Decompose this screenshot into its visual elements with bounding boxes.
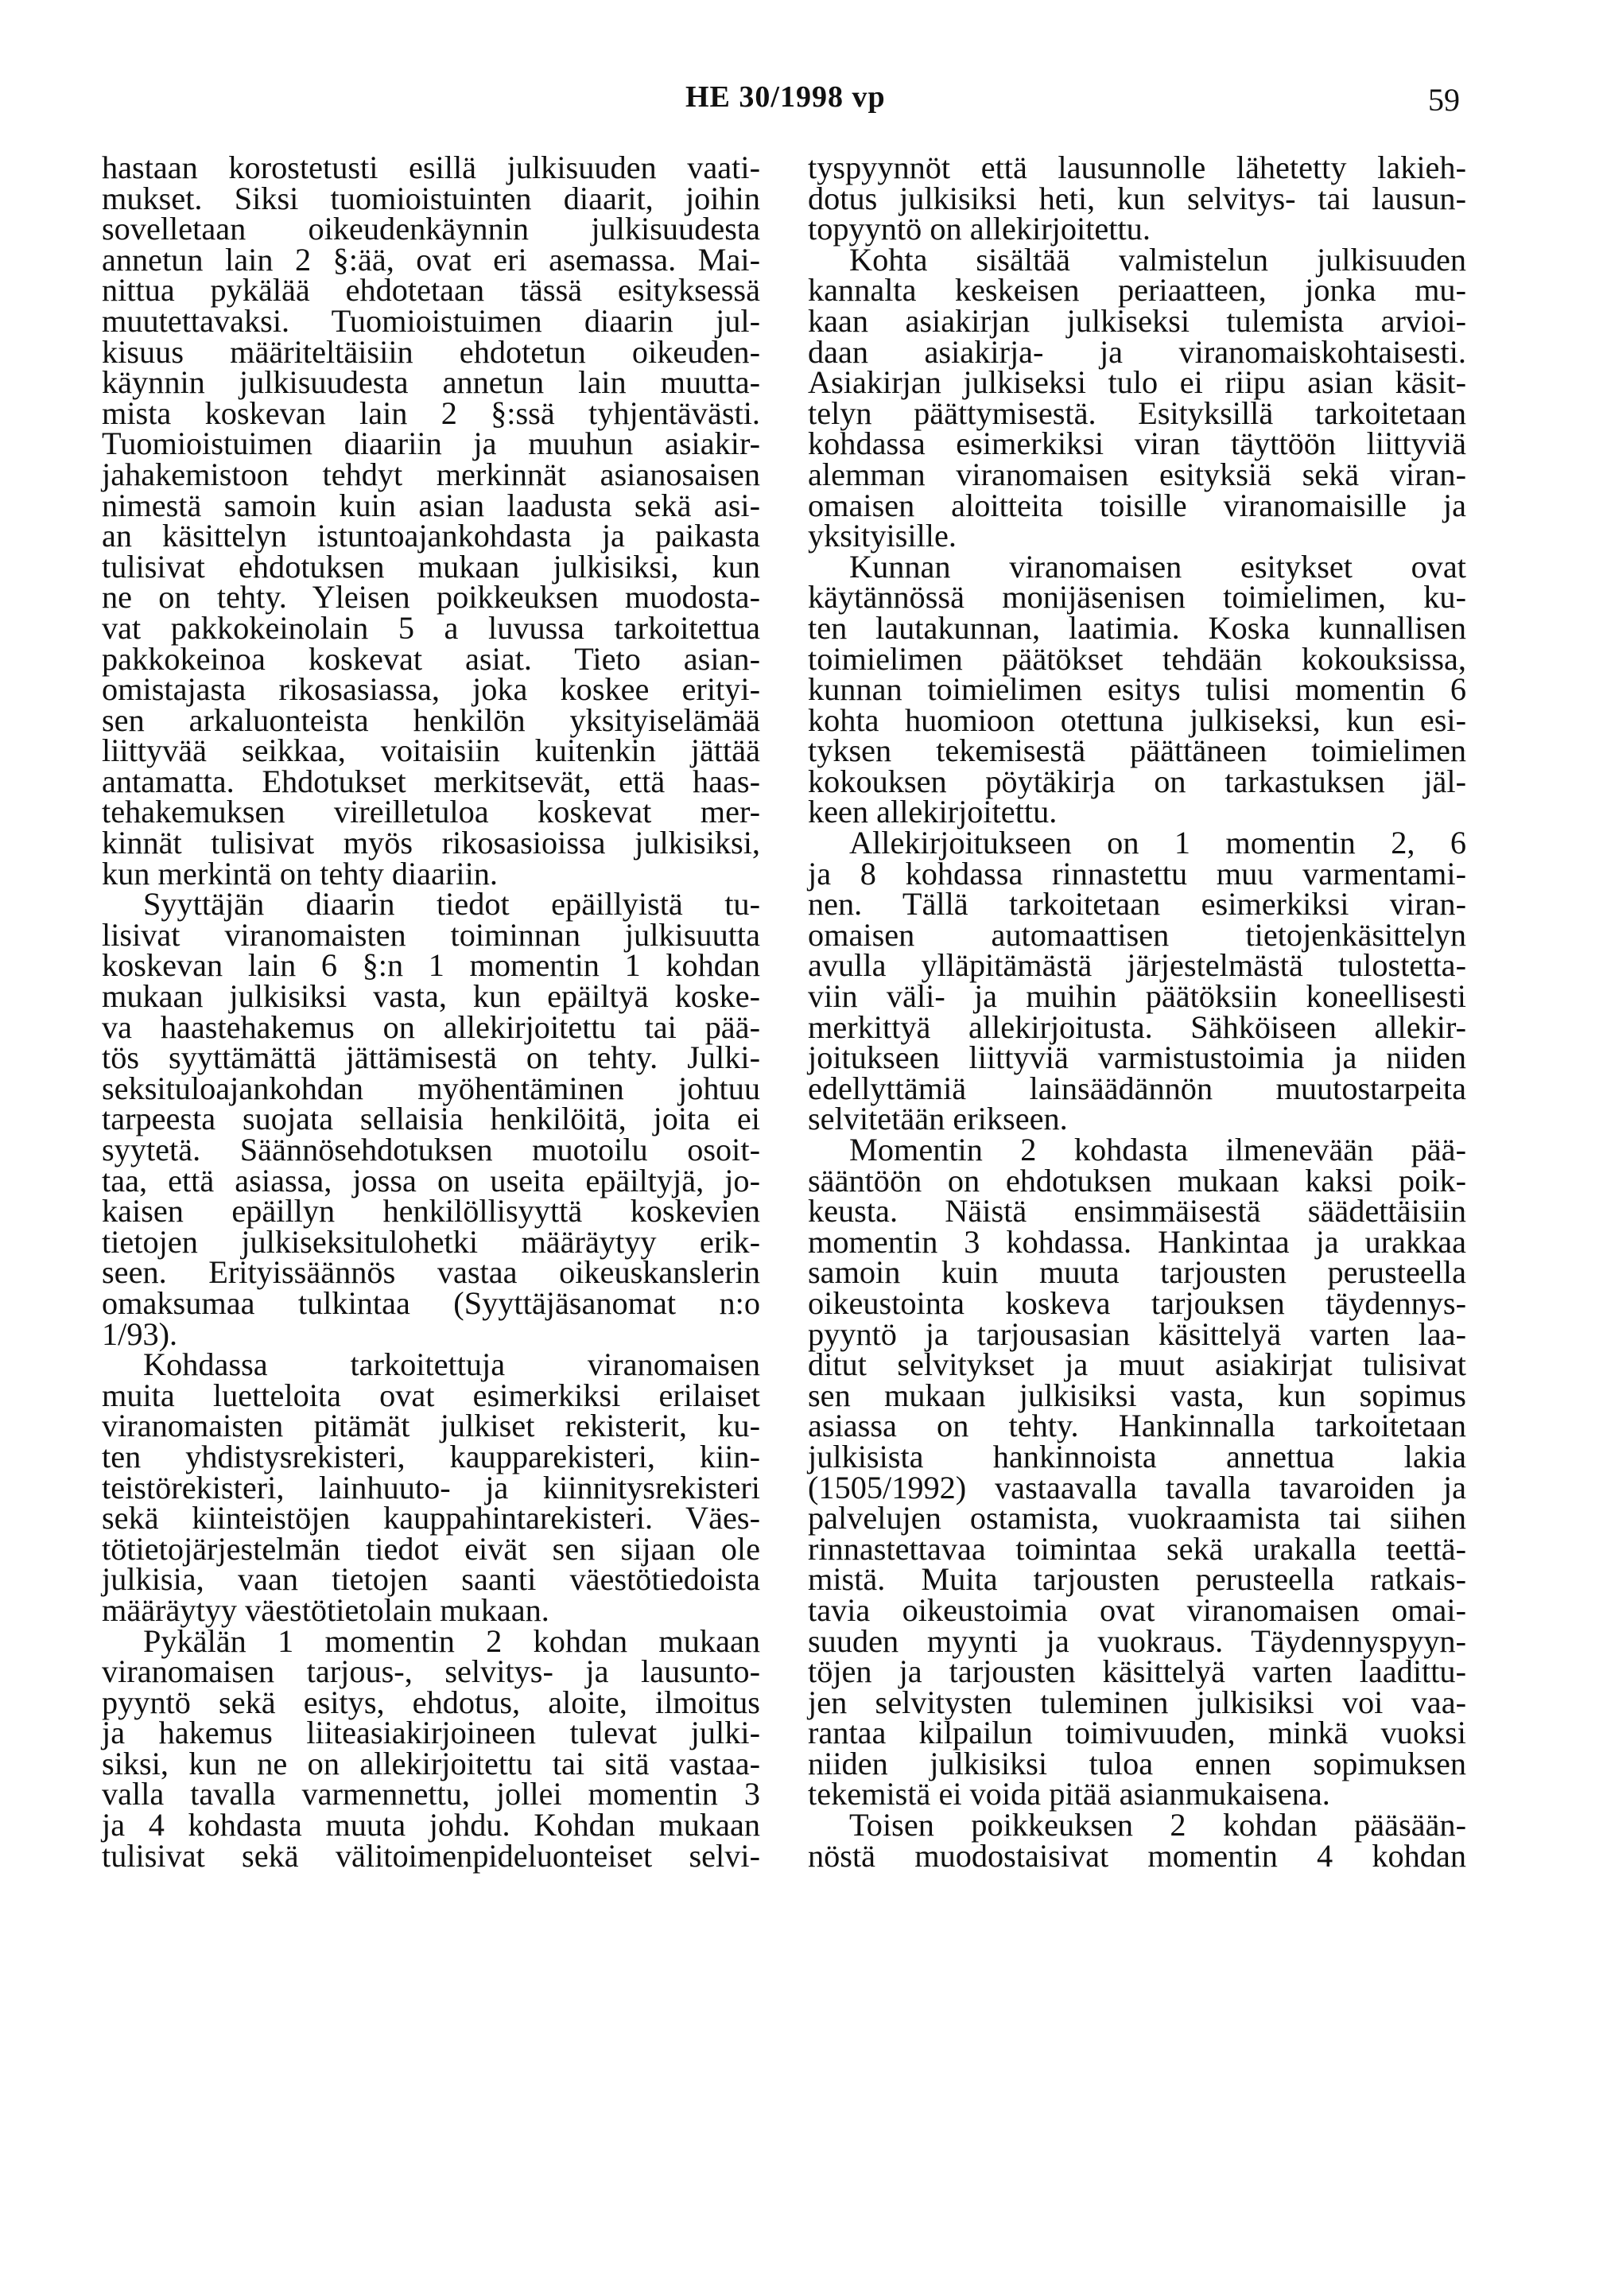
text-line: asiassa on tehty. Hankinnalla tarkoitetaan	[808, 1408, 1466, 1444]
text-line: siksi, kun ne on allekirjoitettu tai sitä vastaa-	[102, 1745, 760, 1781]
text-line: Syyttäjän diaarin tiedot epäillyistä tu-	[143, 886, 760, 923]
text-line: selvitetään erikseen.	[808, 1101, 1068, 1137]
text-line: jahakemistoon tehdyt merkinnät asianosaisen	[102, 456, 760, 492]
text-line: julkisia, vaan tietojen saanti väestötiedoista	[102, 1561, 760, 1598]
text-line: valla tavalla varmennettu, jollei momentin 3	[102, 1776, 760, 1812]
page-number: 59	[1428, 82, 1460, 118]
text-line: kannalta keskeisen periaatteen, jonka mu-	[808, 272, 1466, 309]
text-line: liittyvää seikkaa, voitaisiin kuitenkin jättää	[102, 732, 760, 769]
text-line: ne on tehty. Yleisen poikkeuksen muodosta-	[102, 579, 760, 616]
text-line: mistä. Muita tarjousten perusteella ratkais-	[808, 1561, 1466, 1598]
text-line: käytännössä monijäsenisen toimielimen, ku-	[808, 579, 1466, 616]
text-line: viranomaisten pitämät julkiset rekisterit, ku-	[102, 1408, 760, 1444]
text-line: nimestä samoin kuin asian laadusta sekä asi-	[102, 487, 760, 523]
text-line: julkisista hankinnoista annettua lakia	[808, 1438, 1466, 1474]
text-line: ja 4 kohdasta muuta johdu. Kohdan mukaan	[102, 1807, 760, 1843]
text-line: yksityisille.	[808, 518, 957, 554]
text-line: 1/93).	[102, 1315, 178, 1352]
text-line: kokouksen pöytäkirja on tarkastuksen jäl-	[808, 763, 1466, 799]
text-line: kun merkintä on tehty diaariin.	[102, 855, 498, 892]
text-line: syytetä. Säännösehdotuksen muotoilu osoit-	[102, 1132, 760, 1167]
text-line: viranomaisen tarjous-, selvitys- ja lausunto-	[102, 1653, 760, 1690]
text-line: tarpeesta suojata sellaisia henkilöitä, joita ei	[102, 1101, 760, 1137]
text-line: koskevan lain 6 §:n 1 momentin 1 kohdan	[102, 947, 760, 984]
text-line: kohta huomioon otettuna julkiseksi, kun esi-	[808, 701, 1466, 738]
text-line: palvelujen ostamista, vuokraamista tai siihen	[808, 1500, 1466, 1536]
text-line: dotus julkisiksi heti, kun selvitys- tai lausun-	[808, 180, 1466, 216]
text-line: pakkokeinoa koskevat asiat. Tieto asian-	[102, 640, 760, 677]
text-line: sen arkaluonteista henkilön yksityiselämää	[102, 701, 760, 738]
text-line: nittua pykälää ehdotetaan tässä esityksessä	[102, 272, 760, 309]
text-line: kinnät tulisivat myös rikosasioissa julkisiksi,	[102, 825, 760, 861]
left-text-column	[102, 150, 760, 1874]
text-line: Asiakirjan julkiseksi tulo ei riipu asian käsit-	[808, 364, 1466, 401]
document-id: HE 30/1998 vp	[685, 80, 886, 114]
text-line: telyn päättymisestä. Esityksillä tarkoitetaan	[808, 394, 1466, 431]
text-line: keusta. Näistä ensimmäisestä säädettäisiin	[808, 1193, 1466, 1230]
text-line: sovelletaan oikeudenkäynnin julkisuudesta	[102, 211, 760, 247]
text-line: ten yhdistysrekisteri, kaupparekisteri, kiin-	[102, 1438, 760, 1474]
text-line: sekä kiinteistöjen kauppahintarekisteri. Väes-	[102, 1500, 760, 1536]
text-line: joitukseen liittyviä varmistustoimia ja niiden	[808, 1039, 1466, 1076]
text-line: omaksumaa tulkintaa (Syyttäjäsanomat n:o	[102, 1284, 760, 1321]
text-line: toimielimen päätökset tehdään kokouksissa,	[808, 640, 1466, 677]
text-line: tulisivat sekä välitoimenpideluonteiset selvi-	[102, 1837, 760, 1874]
text-line: annetun lain 2 §:ää, ovat eri asemassa. Mai-	[102, 241, 760, 278]
text-line: omistajasta rikosasiassa, joka koskee erityi-	[102, 671, 760, 708]
text-line: rantaa kilpailun toimivuuden, minkä vuoksi	[808, 1715, 1466, 1751]
text-line: Kunnan viranomaisen esitykset ovat	[849, 548, 1466, 585]
text-line: Tuomioistuimen diaariin ja muuhun asiakir-	[102, 425, 760, 462]
text-line: mukset. Siksi tuomioistuinten diaarit, joihin	[102, 180, 760, 216]
text-line: töjen ja tarjousten käsittelyä varten laadittu-	[808, 1653, 1466, 1690]
text-line: kisuus määriteltäisiin ehdotetun oikeuden-	[102, 333, 760, 370]
text-line: tulisivat ehdotuksen mukaan julkisiksi, kun	[102, 548, 760, 585]
text-line: ten lautakunnan, laatimia. Koska kunnallisen	[808, 609, 1466, 646]
text-line: (1505/1992) vastaavalla tavalla tavaroiden ja	[808, 1469, 1466, 1505]
text-line: Pykälän 1 momentin 2 kohdan mukaan	[143, 1622, 760, 1659]
text-line: Toisen poikkeuksen 2 kohdan pääsään-	[849, 1807, 1466, 1843]
text-line: omaisen automaattisen tietojenkäsittelyn	[808, 916, 1466, 953]
right-text-column	[808, 150, 1466, 1874]
text-line: alemman viranomaisen esityksiä sekä viran-	[808, 456, 1466, 492]
text-line: kunnan toimielimen esitys tulisi momentin 6	[808, 671, 1466, 708]
text-line: va haastehakemus on allekirjoitettu tai pää-	[102, 1008, 760, 1045]
text-line: Momentin 2 kohdasta ilmenevään pää-	[849, 1132, 1466, 1167]
text-line: topyyntö on allekirjoitettu.	[808, 211, 1151, 247]
text-line: ditut selvitykset ja muut asiakirjat tulisivat	[808, 1346, 1466, 1383]
text-line: daan asiakirja- ja viranomaiskohtaisesti.	[808, 333, 1466, 370]
text-line: muutettavaksi. Tuomioistuimen diaarin jul-	[102, 302, 760, 339]
text-line: nöstä muodostaisivat momentin 4 kohdan	[808, 1837, 1466, 1874]
text-line: lisivat viranomaisten toiminnan julkisuutta	[102, 916, 760, 953]
text-line: mukaan julkisiksi vasta, kun epäiltyä koske-	[102, 978, 760, 1015]
text-line: käynnin julkisuudesta annetun lain muutta-	[102, 364, 760, 401]
text-line: vat pakkokeinolain 5 a luvussa tarkoitettua	[102, 609, 760, 646]
text-line: pyyntö sekä esitys, ehdotus, aloite, ilmoitus	[102, 1684, 760, 1720]
text-line: samoin kuin muuta tarjousten perusteella	[808, 1254, 1466, 1291]
text-line: kohdassa esimerkiksi viran täyttöön liittyviä	[808, 425, 1466, 462]
text-line: Kohdassa tarkoitettuja viranomaisen	[143, 1346, 760, 1383]
text-line: tehakemuksen vireilletuloa koskevat mer-	[102, 794, 760, 830]
text-line: suuden myynti ja vuokraus. Täydennyspyyn-	[808, 1622, 1466, 1659]
text-line: ja 8 kohdassa rinnastettu muu varmentami-	[808, 855, 1466, 892]
text-line: sen mukaan julkisiksi vasta, kun sopimus	[808, 1377, 1466, 1413]
text-line: omaisen aloitteita toisille viranomaisille ja	[808, 487, 1466, 523]
text-line: oikeustointa koskeva tarjouksen täydennys-	[808, 1284, 1466, 1321]
text-line: niiden julkisiksi tuloa ennen sopimuksen	[808, 1745, 1466, 1781]
text-line: merkittyä allekirjoitusta. Sähköiseen allekir-	[808, 1008, 1466, 1045]
text-line: tyksen tekemisestä päättäneen toimielimen	[808, 732, 1466, 769]
text-line: an käsittelyn istuntoajankohdasta ja paikasta	[102, 518, 760, 554]
text-line: tyspyynnöt että lausunnolle lähetetty lakieh-	[808, 150, 1466, 185]
text-line: pyyntö ja tarjousasian käsittelyä varten laa-	[808, 1315, 1466, 1352]
text-line: taa, että asiassa, jossa on useita epäiltyjä, jo-	[102, 1162, 760, 1199]
text-line: rinnastettavaa toimintaa sekä urakalla teettä-	[808, 1530, 1466, 1567]
page-header	[0, 80, 1603, 127]
text-line: momentin 3 kohdassa. Hankintaa ja urakkaa	[808, 1223, 1466, 1260]
text-line: tötietojärjestelmän tiedot eivät sen sijaan ole	[102, 1530, 760, 1567]
text-line: edellyttämiä lainsäädännön muutostarpeita	[808, 1070, 1466, 1106]
text-line: jen selvitysten tuleminen julkisiksi voi vaa-	[808, 1684, 1466, 1720]
text-line: määräytyy väestötietolain mukaan.	[102, 1591, 549, 1628]
text-line: muita luetteloita ovat esimerkiksi erilaiset	[102, 1377, 760, 1413]
text-line: seen. Erityissäännös vastaa oikeuskanslerin	[102, 1254, 760, 1291]
text-line: avulla ylläpitämästä järjestelmästä tulostetta-	[808, 947, 1466, 984]
text-line: sääntöön on ehdotuksen mukaan kaksi poik-	[808, 1162, 1466, 1199]
text-line: ja hakemus liiteasiakirjoineen tulevat julki-	[102, 1715, 760, 1751]
text-line: tekemistä ei voida pitää asianmukaisena.	[808, 1776, 1330, 1812]
text-line: seksituloajankohdan myöhentäminen johtuu	[102, 1070, 760, 1106]
text-line: tös syyttämättä jättämisestä on tehty. Julki-	[102, 1039, 760, 1076]
text-line: antamatta. Ehdotukset merkitsevät, että haas-	[102, 763, 760, 799]
text-line: teistörekisteri, lainhuuto- ja kiinnitysrekisteri	[102, 1469, 760, 1505]
text-line: kaan asiakirjan julkiseksi tulemista arvioi-	[808, 302, 1466, 339]
text-line: tavia oikeustoimia ovat viranomaisen omai-	[808, 1591, 1466, 1628]
text-line: Allekirjoitukseen on 1 momentin 2, 6	[849, 825, 1466, 861]
text-line: Kohta sisältää valmistelun julkisuuden	[849, 241, 1466, 278]
text-line: mista koskevan lain 2 §:ssä tyhjentävästi.	[102, 394, 760, 431]
text-line: viin väli- ja muihin päätöksiin koneellisesti	[808, 978, 1466, 1015]
text-line: keen allekirjoitettu.	[808, 794, 1058, 830]
text-line: kaisen epäillyn henkilöllisyyttä koskevien	[102, 1193, 760, 1230]
text-line: hastaan korostetusti esillä julkisuuden vaati-	[102, 150, 760, 185]
text-line: nen. Tällä tarkoitetaan esimerkiksi viran-	[808, 886, 1466, 923]
text-line: tietojen julkiseksitulohetki määräytyy erik-	[102, 1223, 760, 1260]
